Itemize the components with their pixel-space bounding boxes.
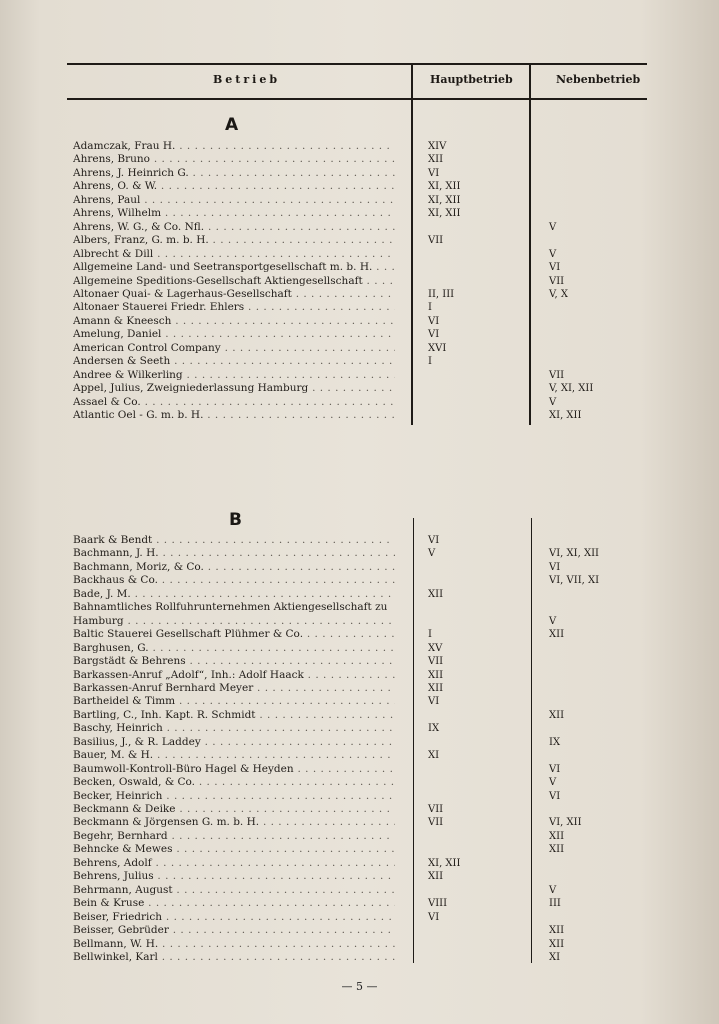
- section-letter-a: A: [225, 115, 239, 135]
- list-item: [73, 776, 719, 789]
- list-item: [73, 221, 719, 234]
- hauptbetrieb-value: XI, XII: [428, 857, 461, 869]
- list-item: [73, 315, 719, 328]
- company-name: Ahrens, Wilhelm . . .: [73, 207, 395, 220]
- hauptbetrieb-value: XV: [428, 642, 443, 654]
- nebenbetrieb-value: V: [549, 396, 557, 408]
- company-name: Behrens, Adolf . . .: [73, 857, 395, 870]
- list-item: [73, 763, 719, 776]
- list-item: [73, 342, 719, 355]
- hauptbetrieb-value: XII: [428, 682, 444, 694]
- list-item: [73, 234, 719, 247]
- list-item: [73, 396, 719, 409]
- company-name: Bahnamtliches Rollfuhrunternehmen Aktiengesellschaft zu: [73, 601, 388, 614]
- hauptbetrieb-value: VI: [428, 315, 440, 327]
- company-name: Backhaus & Co. . . .: [73, 574, 395, 587]
- list-item: [73, 682, 719, 695]
- list-item: [73, 722, 719, 735]
- list-item: [73, 534, 719, 547]
- nebenbetrieb-value: VI, XII: [549, 817, 582, 829]
- list-item: [73, 601, 719, 614]
- list-item: [73, 816, 719, 829]
- company-name: Allgemeine Land- und Seetransportgesellschaft m. b. H. . . .: [73, 261, 395, 274]
- company-name: Bein & Kruse . . .: [73, 897, 395, 910]
- company-name: Bellwinkel, Karl . . .: [73, 951, 395, 964]
- company-name: Baark & Bendt . . .: [73, 534, 395, 547]
- list-item: [73, 884, 719, 897]
- company-name: Adamczak, Frau H. . . .: [73, 140, 395, 153]
- hauptbetrieb-value: VI: [428, 329, 440, 341]
- hauptbetrieb-value: V: [428, 548, 436, 560]
- hauptbetrieb-value: VII: [428, 804, 444, 815]
- list-item: [73, 588, 719, 601]
- list-item: [73, 736, 719, 749]
- company-name: Ahrens, O. & W. . . .: [73, 180, 395, 193]
- company-name: Behncke & Mewes . . .: [73, 843, 395, 856]
- hauptbetrieb-value: XII: [428, 154, 444, 166]
- company-name: Amann & Kneesch . . .: [73, 315, 395, 328]
- company-name: Andersen & Seeth . . .: [73, 355, 395, 368]
- list-item: [73, 574, 719, 587]
- nebenbetrieb-value: V: [549, 884, 557, 896]
- nebenbetrieb-value: V: [549, 248, 557, 260]
- company-name: Ahrens, Bruno . . .: [73, 153, 395, 166]
- list-item: [73, 790, 719, 803]
- list-item: [73, 261, 719, 274]
- nebenbetrieb-value: III: [549, 898, 561, 910]
- company-name: Amelung, Daniel . . .: [73, 328, 395, 341]
- company-name: Begehr, Bernhard . . .: [73, 830, 395, 843]
- list-item: [73, 207, 719, 220]
- company-name: Behrmann, August . . .: [73, 884, 395, 897]
- header-nebenbetrieb: Nebenbetrieb: [556, 73, 641, 86]
- list-item: [73, 382, 719, 395]
- hauptbetrieb-value: XI, XII: [428, 194, 461, 206]
- nebenbetrieb-value: VI: [549, 262, 561, 274]
- company-name: Bartheidel & Timm . . .: [73, 695, 395, 708]
- company-name: Andree & Wilkerling . . .: [73, 369, 395, 382]
- hauptbetrieb-value: XI: [428, 750, 440, 762]
- list-item: [73, 355, 719, 368]
- company-name: Bartling, C., Inh. Kapt. R. Schmidt . . .: [73, 709, 395, 722]
- company-name: Bachmann, J. H. . . .: [73, 547, 395, 560]
- nebenbetrieb-value: XII: [549, 925, 565, 937]
- nebenbetrieb-value: IX: [549, 736, 561, 748]
- hauptbetrieb-value: XII: [428, 588, 444, 600]
- nebenbetrieb-value: XII: [549, 709, 565, 721]
- list-item: [73, 275, 719, 288]
- list-item: [73, 194, 719, 207]
- nebenbetrieb-value: V: [549, 615, 557, 627]
- company-name: Beckmann & Deike . . .: [73, 803, 395, 816]
- hauptbetrieb-value: I: [428, 302, 432, 314]
- nebenbetrieb-value: V, XI, XII: [549, 383, 594, 395]
- company-name: Allgemeine Speditions-Gesellschaft Aktiengesellschaft . . .: [73, 275, 395, 288]
- list-item: [73, 288, 719, 301]
- hauptbetrieb-value: VI: [428, 696, 440, 708]
- hauptbetrieb-value: XIV: [428, 141, 447, 152]
- hauptbetrieb-value: VIII: [428, 898, 448, 910]
- hauptbetrieb-value: VII: [428, 817, 444, 829]
- list-item: [73, 924, 719, 937]
- company-name: Assael & Co. . . .: [73, 396, 395, 409]
- company-name: Baltic Stauerei Gesellschaft Plühmer & Co. . . .: [73, 628, 395, 641]
- list-item: [73, 301, 719, 314]
- list-item: [73, 167, 719, 180]
- hauptbetrieb-value: IX: [428, 723, 440, 735]
- hauptbetrieb-value: VII: [428, 235, 444, 247]
- hauptbetrieb-value: II, III: [428, 288, 455, 300]
- company-name: Becker, Heinrich . . .: [73, 790, 395, 803]
- hauptbetrieb-value: XI, XII: [428, 208, 461, 220]
- list-item: [73, 561, 719, 574]
- company-name: Baschy, Heinrich . . .: [73, 722, 395, 735]
- nebenbetrieb-value: VI, XI, XII: [549, 548, 599, 560]
- list-item: [73, 857, 719, 870]
- company-name: Bauer, M. & H. . . .: [73, 749, 395, 762]
- list-item: [73, 843, 719, 856]
- hauptbetrieb-value: I: [428, 356, 432, 368]
- list-item: [73, 615, 719, 628]
- list-item: [73, 328, 719, 341]
- list-item: [73, 709, 719, 722]
- nebenbetrieb-value: V, X: [549, 288, 568, 300]
- list-item: [73, 870, 719, 883]
- list-item: [73, 409, 719, 422]
- company-name: Beckmann & Jörgensen G. m. b. H. . . .: [73, 816, 395, 829]
- hauptbetrieb-value: VII: [428, 656, 444, 668]
- hauptbetrieb-value: VI: [428, 535, 440, 546]
- list-item: [73, 642, 719, 655]
- nebenbetrieb-value: VII: [549, 369, 565, 381]
- hauptbetrieb-value: VI: [428, 167, 440, 179]
- list-item: [73, 749, 719, 762]
- nebenbetrieb-value: VI: [549, 763, 561, 775]
- company-name: Ahrens, W. G., & Co. Nfl. . . .: [73, 221, 395, 234]
- nebenbetrieb-value: VII: [549, 275, 565, 287]
- header-hauptbetrieb: Hauptbetrieb: [430, 73, 513, 86]
- hauptbetrieb-value: XII: [428, 871, 444, 883]
- hauptbetrieb-value: XII: [428, 669, 444, 681]
- company-name: Atlantic Oel - G. m. b. H. . . .: [73, 409, 395, 422]
- hauptbetrieb-value: VI: [428, 911, 440, 923]
- list-item: [73, 803, 719, 816]
- company-name: Beiser, Friedrich . . .: [73, 911, 395, 924]
- list-item: [73, 938, 719, 951]
- list-item: [73, 655, 719, 668]
- company-name: Baumwoll-Kontroll-Büro Hagel & Heyden . . .: [73, 763, 395, 776]
- nebenbetrieb-value: XII: [549, 830, 565, 842]
- nebenbetrieb-value: XII: [549, 938, 565, 950]
- nebenbetrieb-value: V: [549, 221, 557, 233]
- company-name: Behrens, Julius . . .: [73, 870, 395, 883]
- list-item: [73, 695, 719, 708]
- nebenbetrieb-value: V: [549, 777, 557, 789]
- list-item: [73, 911, 719, 924]
- nebenbetrieb-value: XII: [549, 844, 565, 856]
- list-item: [73, 669, 719, 682]
- list-item: [73, 547, 719, 560]
- header-betrieb: Betrieb: [213, 73, 281, 86]
- list-item: [73, 897, 719, 910]
- nebenbetrieb-value: XI: [549, 951, 561, 963]
- company-name: American Control Company . . .: [73, 342, 395, 355]
- section-letter-b: B: [229, 510, 242, 530]
- nebenbetrieb-value: VI, VII, XI: [549, 575, 600, 587]
- company-name: Bachmann, Moriz, & Co. . . .: [73, 561, 395, 574]
- company-name: Bargstädt & Behrens . . .: [73, 655, 395, 668]
- company-name: Barkassen-Anruf „Adolf“, Inh.: Adolf Haack . . .: [73, 669, 395, 682]
- company-name: Beisser, Gebrüder . . .: [73, 924, 395, 937]
- company-name: Appel, Julius, Zweigniederlassung Hamburg . . .: [73, 382, 395, 395]
- company-name: Bade, J. M. . . .: [73, 588, 395, 601]
- nebenbetrieb-value: VI: [549, 790, 561, 802]
- company-name: Hamburg . . .: [73, 615, 395, 628]
- company-name: Ahrens, J. Heinrich G. . . .: [73, 167, 395, 180]
- company-name: Becken, Oswald, & Co. . . .: [73, 776, 395, 789]
- list-item: [73, 628, 719, 641]
- company-name: Bellmann, W. H. . . .: [73, 938, 395, 951]
- company-name: Barghusen, G. . . .: [73, 642, 395, 655]
- list-item: [73, 153, 719, 166]
- list-item: [73, 369, 719, 382]
- list-item: [73, 830, 719, 843]
- page-number: — 5 —: [341, 980, 378, 993]
- hauptbetrieb-value: XI, XII: [428, 181, 461, 193]
- company-name: Altonaer Stauerei Friedr. Ehlers . . .: [73, 301, 395, 314]
- header-top-rule: [67, 63, 647, 65]
- hauptbetrieb-value: I: [428, 629, 432, 641]
- company-name: Altonaer Quai- & Lagerhaus-Gesellschaft . . .: [73, 288, 395, 301]
- company-name: Ahrens, Paul . . .: [73, 194, 395, 207]
- company-name: Basilius, J., & R. Laddey . . .: [73, 736, 395, 749]
- list-item: [73, 248, 719, 261]
- nebenbetrieb-value: XI, XII: [549, 410, 582, 421]
- list-item: [73, 140, 719, 153]
- company-name: Albers, Franz, G. m. b. H. . . .: [73, 234, 395, 247]
- nebenbetrieb-value: XII: [549, 629, 565, 641]
- company-name: Barkassen-Anruf Bernhard Meyer . . .: [73, 682, 395, 695]
- list-item: [73, 180, 719, 193]
- list-item: [73, 951, 719, 964]
- hauptbetrieb-value: XVI: [428, 342, 447, 354]
- header-bottom-rule: [67, 98, 647, 100]
- nebenbetrieb-value: VI: [549, 561, 561, 573]
- company-name: Albrecht & Dill . . .: [73, 248, 395, 261]
